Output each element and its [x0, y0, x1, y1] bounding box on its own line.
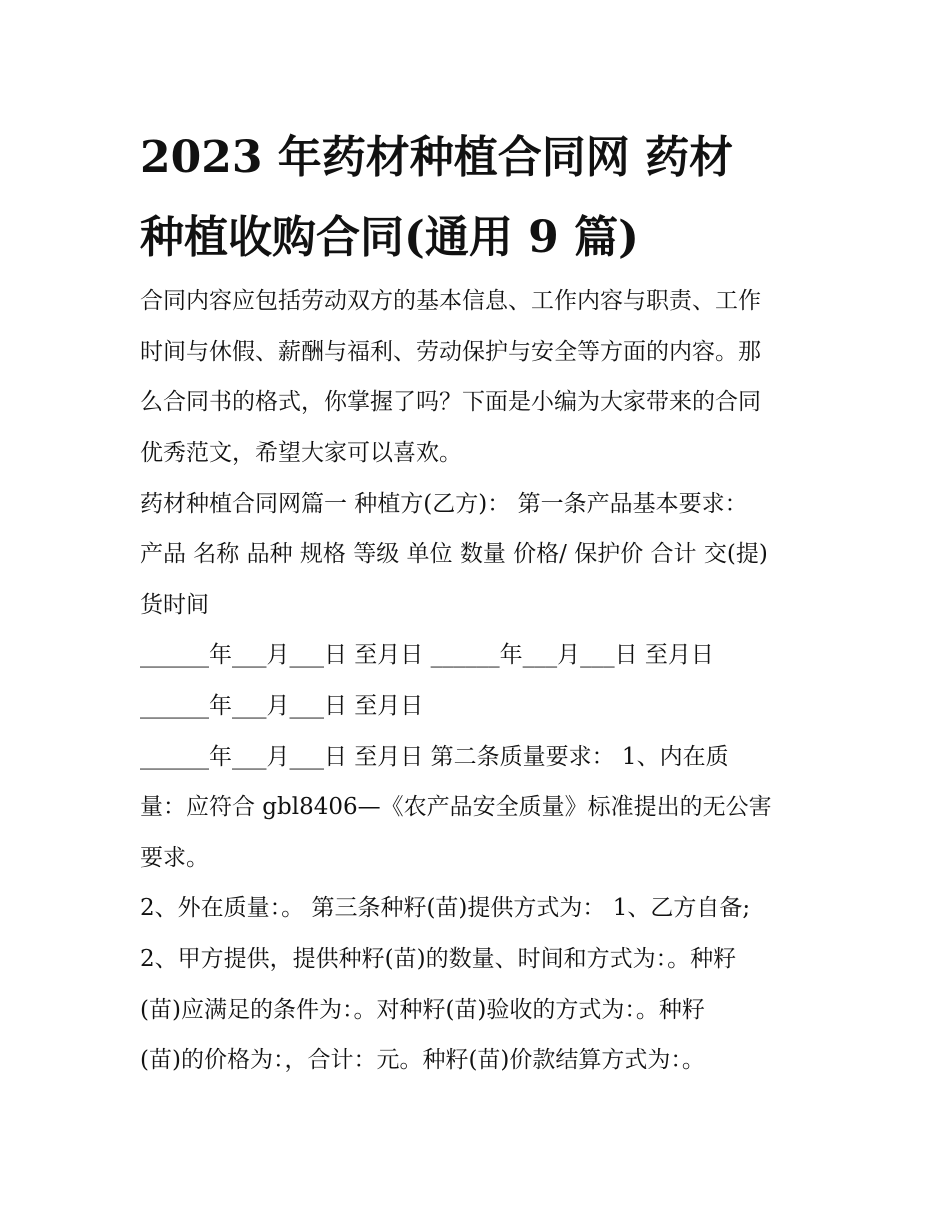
title-line-1: 2023 年药材种植合同网 药材 — [140, 132, 734, 183]
body-line: 2、外在质量：。 第三条种籽(苗)提供方式为： 1、乙方自备; — [140, 895, 751, 921]
date-fill-line: ______年___月___日 至月日 第二条质量要求： 1、内在质 — [140, 744, 729, 770]
body-line: 2、甲方提供，提供种籽(苗)的数量、时间和方式为：。种籽 — [140, 946, 737, 972]
body-line: 货时间 — [140, 592, 209, 618]
body-line: 量：应符合 gbl8406—《农产品安全质量》标准提出的无公害 — [140, 794, 772, 820]
date-fill-line: ______年___月___日 至月日 ______年___月___日 至月日 — [140, 642, 714, 668]
title-line-2: 种植收购合同(通用 9 篇) — [140, 212, 639, 263]
body-line: 要求。 — [140, 845, 209, 871]
body-line: 优秀范文，希望大家可以喜欢。 — [140, 440, 462, 466]
date-fill-line: ______年___月___日 至月日 — [140, 693, 424, 719]
body-line: (苗)的价格为：，合计：元。种籽(苗)价款结算方式为：。 — [140, 1047, 705, 1073]
document-title — [140, 118, 820, 278]
body-line: 合同内容应包括劳动双方的基本信息、工作内容与职责、工作 — [140, 288, 761, 314]
body-line: (苗)应满足的条件为：。对种籽(苗)验收的方式为：。种籽 — [140, 997, 705, 1023]
body-line: 么合同书的格式，你掌握了吗？下面是小编为大家带来的合同 — [140, 389, 761, 415]
body-line: 时间与休假、薪酬与福利、劳动保护与安全等方面的内容。那 — [140, 339, 761, 365]
body-line: 药材种植合同网篇一 种植方(乙方)： 第一条产品基本要求： — [140, 491, 748, 517]
body-line: 产品 名称 品种 规格 等级 单位 数量 价格/ 保护价 合计 交(提) — [140, 541, 768, 567]
